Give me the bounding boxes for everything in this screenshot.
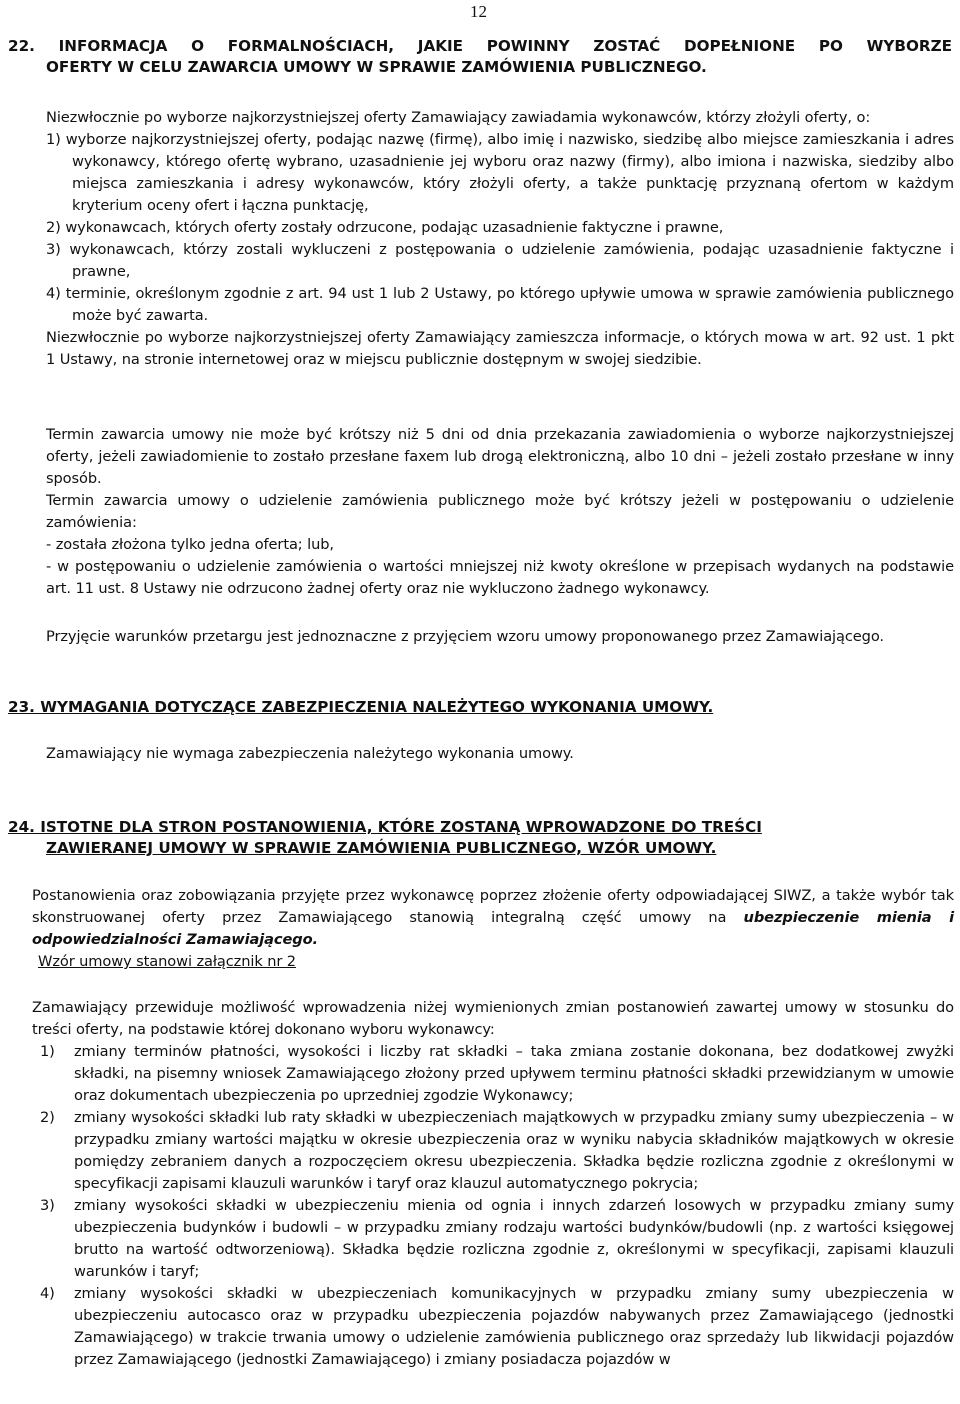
section-24-para-1 [32,885,954,973]
s24-item-2-text: zmiany wysokości składki lub raty składki w ubezpieczeniach majątkowych w przypadku zmiany sumy ubezpieczenia – w przypadku zmiany wartości majątku w okresie ubezpieczenia oraz w wyniku nabycia składników majątkowych w okresie pomiędzy zebraniem danych a rozpoczęciem okresu ubezpieczenia. Składka będzie rozliczna zgodnie z określonymi w specyfikacji zapisami klauzuli warunków i taryf oraz klauzul automatycznego pokrycia; [74,1109,954,1192]
section-24-title [8,817,952,859]
s22-item-1-num: 1) [46,131,61,148]
section-24-para-1-text [32,885,954,951]
s22-item-2 [46,217,954,239]
s24-item-3-num: 3) [40,1197,55,1214]
s24-item-3-text: zmiany wysokości składki w ubezpieczeniu mienia od ognia i innych zdarzeń losowych w przypadku zmiany sumy ubezpieczenia budynków i budowli – w przypadku zmiany rodzaju wartości budynków/budowli (np. z wartości księgowej brutto na wartość odtworzeniową). Składka będzie rozliczna zgodnie z, określonymi w specyfikacji, zapisami klauzuli warunków i taryf; [74,1197,954,1280]
s24-item-1 [32,1041,954,1107]
s24-item-1-num: 1) [40,1043,55,1060]
page-number: 12 [470,2,487,21]
s22-item-4-num: 4) [46,285,61,302]
section-23-title: 23. WYMAGANIA DOTYCZĄCE ZABEZPIECZENIA NALEŻYTEGO WYKONANIA UMOWY. [8,698,714,716]
section-22-term-paragraph-1: Termin zawarcia umowy nie może być krótszy niż 5 dni od dnia przekazania zawiadomienia o wyborze najkorzystniejszej oferty, jeżeli zawiadomienie to zostało przesłane faxem lub drogą elektroniczną, albo 10 dni – jeżeli zostało przesłane w inny sposób. [46,426,954,487]
section-24-wzor-link: Wzór umowy stanowi załącznik nr 2 [38,953,296,970]
s22-item-3-num: 3) [46,241,61,258]
s22-item-3-text: wykonawcach, którzy zostali wykluczeni z postępowania o udzielenie zamówienia, podając uzasadnienie faktyczne i prawne, [69,241,954,280]
section-24-body [32,997,954,1371]
section-24-wzor-line [32,951,954,973]
s24-item-4-num: 4) [40,1285,55,1302]
section-24-title-line2: ZAWIERANEJ UMOWY W SPRAWIE ZAMÓWIENIA PUBLICZNEGO, WZÓR UMOWY. [46,839,717,857]
s24-item-4-text: zmiany wysokości składki w ubezpieczeniach komunikacyjnych w przypadku zmiany sumy ubezpieczenia w ubezpieczeniu autocasco oraz w przypadku ubezpieczenia pojazdów nabywanych przez Zamawiającego (jednostki Zamawiającego) w trakcie trwania umowy o udzielenie zamówienia publicznego oraz sprzedaży lub likwidacji pojazdów przez Zamawiającego (jednostki Zamawiającego) i zmiany posiadacza pojazdów w [74,1285,954,1368]
section-22-dash-2: - w postępowaniu o udzielenie zamówienia o wartości mniejszej niż kwoty określone w przepisach wydanych na podstawie art. 11 ust. 8 Ustawy nie odrzucono żadnej oferty oraz nie wykluczono żadnego wykonawcy. [46,558,954,597]
s22-item-2-text: wykonawcach, których oferty zostały odrzucone, podając uzasadnienie faktyczne i prawne, [65,219,724,236]
section-22-intro: Niezwłocznie po wyborze najkorzystniejszej oferty Zamawiający zawiadamia wykonawców, którzy złożyli oferty, o: [46,109,871,126]
s22-item-1-text: wyborze najkorzystniejszej oferty, podając nazwę (firmę), albo imię i nazwisko, siedzibę albo miejsce zamieszkania i adres wykonawcy, którego ofertę wybrano, uzasadnienie jej wyboru oraz nazwy (firmy), albo imiona i nazwiska, siedziby albo miejsca zamieszkania i adresy wykonawców, który złożyli oferty, a także punktację przyznaną ofertom w każdym kryterium oceny ofert i łączna punktację, [65,131,954,214]
section-22-accept-paragraph: Przyjęcie warunków przetargu jest jednoznaczne z przyjęciem wzoru umowy proponowanego przez Zamawiającego. [46,628,884,645]
section-22-term-paragraph-2: Termin zawarcia umowy o udzielenie zamówienia publicznego może być krótszy jeżeli w postępowaniu o udzielenie zamówienia: [46,492,954,531]
section-22-title [8,36,952,78]
section-22-title-line1: 22. INFORMACJA O FORMALNOŚCIACH, JAKIE POWINNY ZOSTAĆ DOPEŁNIONE PO WYBORZE [8,37,952,55]
section-22-dash-1: - została złożona tylko jedna oferta; lub, [46,536,334,553]
section-22-accept-block [46,626,954,648]
section-22-title-line2: OFERTY W CELU ZAWARCIA UMOWY W SPRAWIE ZAMÓWIENIA PUBLICZNEGO. [46,58,707,76]
s22-item-3 [46,239,954,283]
section-22-publish-paragraph: Niezwłocznie po wyborze najkorzystniejszej oferty Zamawiający zamieszcza informacje, o których mowa w art. 92 ust. 1 pkt 1 Ustawy, na stronie internetowej oraz w miejscu publicznie dostępnym w swojej siedzibie. [46,329,954,368]
s22-item-4-text: terminie, określonym zgodnie z art. 94 ust 1 lub 2 Ustawy, po którego upływie umowa w sprawie zamówienia publicznego może być zawarta. [65,285,954,324]
section-22-term-block [46,424,954,600]
s22-item-2-num: 2) [46,219,61,236]
s24-item-2 [32,1107,954,1195]
section-24-title-line1: 24. ISTOTNE DLA STRON POSTANOWIENIA, KTÓRE ZOSTANĄ WPROWADZONE DO TREŚCI [8,818,762,836]
section-24-para-1-start: Postanowienia oraz zobowiązania przyjęte przez wykonawcę poprzez złożenie oferty odpowiadającej SIWZ, a także wybór tak skonstruowanej oferty przez Zamawiającego stanowią integralną część umowy na [32,887,954,926]
section-24-para-1-bold: ubezpieczenie mienia i odpowiedzialności Zamawiającego. [32,909,954,948]
s22-item-1 [46,129,954,217]
section-24-para-2: Zamawiający przewiduje możliwość wprowadzenia niżej wymienionych zmian postanowień zawartej umowy w stosunku do treści oferty, na podstawie której dokonano wyboru wykonawcy: [32,999,954,1038]
section-22-body [46,107,954,371]
s24-item-3 [32,1195,954,1283]
s24-item-1-text: zmiany terminów płatności, wysokości i liczby rat składki – taka zmiana zostanie dokonana, bez dodatkowej zwyżki składki, na pisemny wniosek Zamawiającego złożony przed upływem terminu płatności składki przewidzianym w umowie oraz dokumentach ubezpieczenia po uprzedniej zgodzie Wykonawcy; [74,1043,954,1104]
section-23-text: Zamawiający nie wymaga zabezpieczenia należytego wykonania umowy. [46,745,574,762]
s22-item-4 [46,283,954,327]
s24-item-4 [32,1283,954,1371]
s24-item-2-num: 2) [40,1109,55,1126]
